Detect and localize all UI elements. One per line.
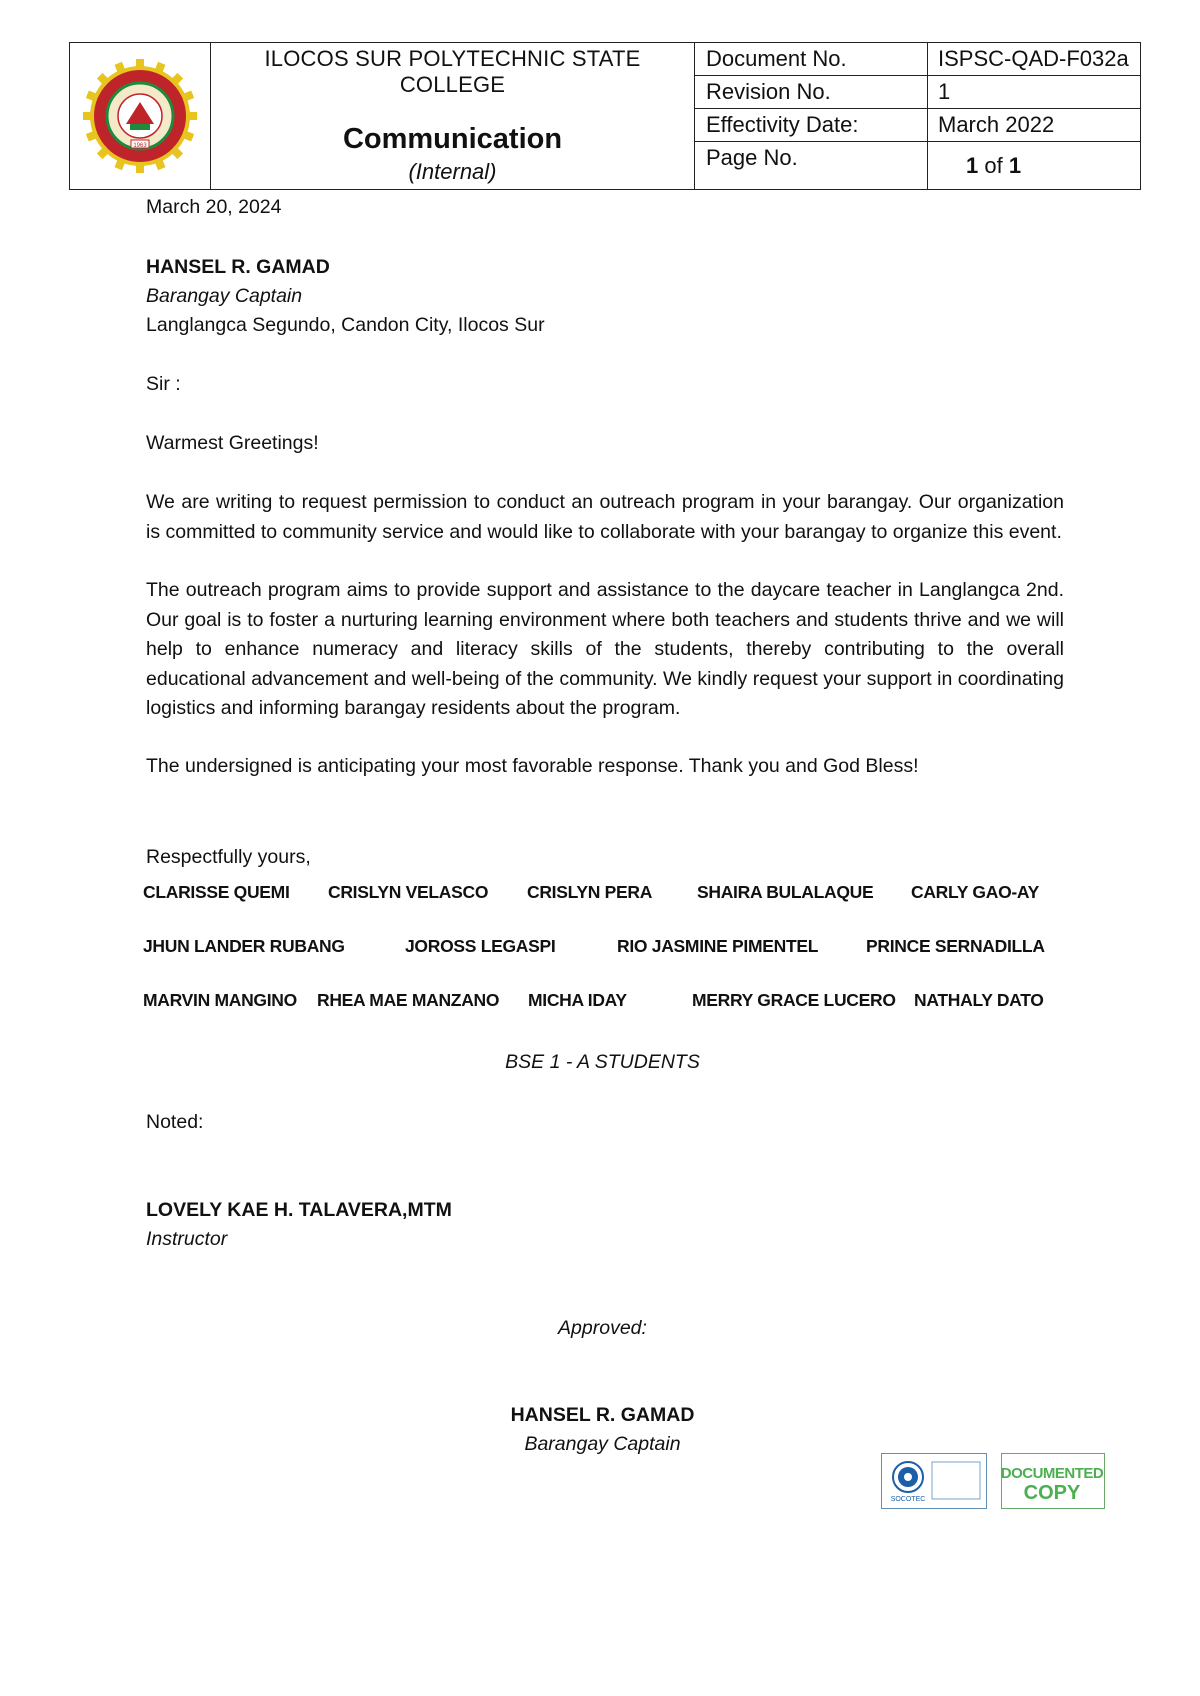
meta-label: Effectivity Date: [695,109,928,141]
signatory-name: CRISLYN VELASCO [328,882,489,902]
title-cell [211,43,695,189]
page-total: 1 [1008,153,1022,178]
signatory-name: MICHA IDAY [528,990,627,1010]
approved-label: Approved: [558,1317,647,1339]
signatory-name: PRINCE SERNADILLA [866,936,1045,956]
signatory-name: MARVIN MANGINO [143,990,297,1010]
signatory-name: JOROSS LEGASPI [405,936,556,956]
noted-label: Noted: [146,1111,204,1133]
document-header [69,42,1141,190]
signatory-name: NATHALY DATO [914,990,1044,1010]
page-of: of [984,153,1003,178]
recipient-name: HANSEL R. GAMAD [146,256,330,278]
noted-by-title: Instructor [146,1228,228,1250]
socotec-logo-icon [882,1454,985,1507]
documented-copy-stamp [1001,1453,1105,1509]
group-label: BSE 1 - A STUDENTS [505,1051,700,1073]
approved-by-name: HANSEL R. GAMAD [510,1404,695,1426]
signatory-name: RIO JASMINE PIMENTEL [617,936,819,956]
signatory-name: CLARISSE QUEMI [143,882,290,902]
approved-by-title: Barangay Captain [524,1433,681,1455]
badge-name: SOCOTEC [890,1496,926,1503]
college-seal-logo-icon [78,57,202,175]
closing: Respectfully yours, [146,846,311,868]
signatory-name: CARLY GAO-AY [911,882,1040,902]
document-title: Communication [342,123,563,155]
recipient-title: Barangay Captain [146,285,303,307]
signatory-name: SHAIRA BULALAQUE [697,882,874,902]
meta-label: Page No. [695,142,928,189]
logo-cell [70,43,211,189]
meta-row-effectivity-date [695,109,1140,142]
document-subtitle: (Internal) [408,159,497,184]
meta-label: Document No. [695,43,928,75]
college-name: ILOCOS SUR POLYTECHNIC STATE COLLEGE [264,46,641,97]
meta-row-page-no [695,142,1140,189]
signatory-name: MERRY GRACE LUCERO [692,990,896,1010]
body-paragraph-2: The outreach program aims to provide support and assistance to the daycare teacher in Langlangca 2nd. Our goal is to foster a nurturing learning environment where both teachers and students thrive and we will help to enhance numeracy and literacy skills of the students, thereby contributing to the overall educational advancement and well-being of the community. We kindly request your support in coordinating logistics and informing barangay residents about the program. [146,579,1064,719]
meta-value: March 2022 [938,112,1055,137]
meta-row-document-no [695,43,1140,76]
body-paragraph-3: The undersigned is anticipating your most favorable response. Thank you and God Bless! [146,755,919,777]
letter-date: March 20, 2024 [146,196,282,218]
recipient-address: Langlangca Segundo, Candon City, Ilocos Sur [146,314,545,336]
stamp-line-1: DOCUMENTED [1002,1465,1103,1482]
svg-text:1963: 1963 [133,143,147,149]
salutation: Sir : [146,373,181,395]
signatory-name: CRISLYN PERA [527,882,653,902]
signatory-name: JHUN LANDER RUBANG [143,936,345,956]
documented-copy-stamp-icon [1002,1454,1103,1507]
stamp-line-2: COPY [1023,1482,1081,1504]
greeting: Warmest Greetings! [146,432,319,454]
meta-label: Revision No. [695,76,928,108]
document-meta-table [695,43,1140,189]
meta-row-revision-no [695,76,1140,109]
socotec-certification-badge [881,1453,987,1509]
meta-value: ISPSC-QAD-F032a [938,46,1129,71]
page-number [928,146,1140,193]
signatory-name: RHEA MAE MANZANO [317,990,500,1010]
noted-by-name: LOVELY KAE H. TALAVERA,MTM [146,1199,452,1221]
body-paragraph-1: We are writing to request permission to conduct an outreach program in your barangay. Our organization is committed to community service and would like to collaborate with your barangay to organize this event. [146,491,1064,543]
page-current: 1 [966,153,979,178]
meta-value: 1 [938,79,951,104]
